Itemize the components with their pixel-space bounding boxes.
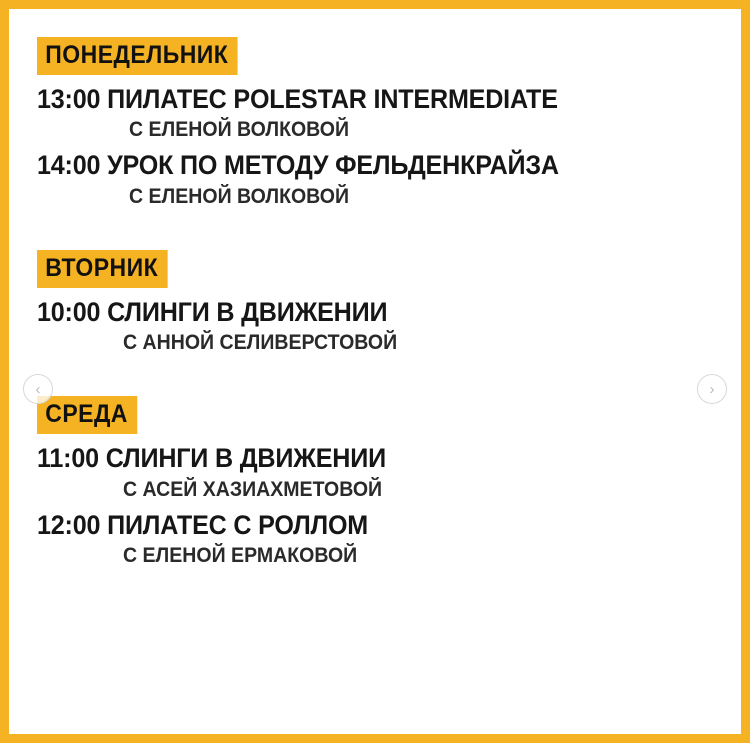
day-block-wednesday bbox=[31, 396, 711, 567]
class-title: 10:00 СЛИНГИ В ДВИЖЕНИИ bbox=[37, 296, 388, 327]
class-teacher: С ЕЛЕНОЙ ВОЛКОВОЙ bbox=[129, 184, 350, 208]
section-spacer bbox=[31, 380, 711, 396]
chevron-right-icon: › bbox=[709, 380, 715, 398]
class-row bbox=[31, 511, 711, 567]
chevron-left-icon: ‹ bbox=[35, 380, 41, 398]
day-label-wednesday: СРЕДА bbox=[37, 396, 137, 434]
day-block-monday bbox=[31, 37, 711, 208]
class-title: 11:00 СЛИНГИ В ДВИЖЕНИИ bbox=[37, 443, 386, 474]
day-label-monday: ПОНЕДЕЛЬНИК bbox=[37, 37, 237, 75]
class-row bbox=[31, 298, 711, 354]
class-teacher: С АННОЙ СЕЛИВЕРСТОВОЙ bbox=[123, 331, 398, 355]
class-teacher: С ЕЛЕНОЙ ЕРМАКОВОЙ bbox=[123, 544, 358, 568]
day-block-tuesday bbox=[31, 250, 711, 354]
class-row bbox=[31, 444, 711, 500]
class-title: 14:00 УРОК ПО МЕТОДУ ФЕЛЬДЕНКРАЙЗА bbox=[37, 150, 559, 181]
class-row bbox=[31, 85, 711, 141]
class-teacher: С ЕЛЕНОЙ ВОЛКОВОЙ bbox=[129, 118, 350, 142]
section-spacer bbox=[31, 234, 711, 250]
carousel-prev-button[interactable] bbox=[23, 374, 53, 404]
carousel-next-button[interactable] bbox=[697, 374, 727, 404]
day-label-tuesday: ВТОРНИК bbox=[37, 250, 167, 288]
class-row bbox=[31, 151, 711, 207]
class-title: 12:00 ПИЛАТЕС С РОЛЛОМ bbox=[37, 509, 369, 540]
class-teacher: С АСЕЙ ХАЗИАХМЕТОВОЙ bbox=[123, 477, 383, 501]
poster-content bbox=[9, 9, 741, 734]
class-title: 13:00 ПИЛАТЕС POLESTAR INTERMEDIATE bbox=[37, 84, 558, 114]
